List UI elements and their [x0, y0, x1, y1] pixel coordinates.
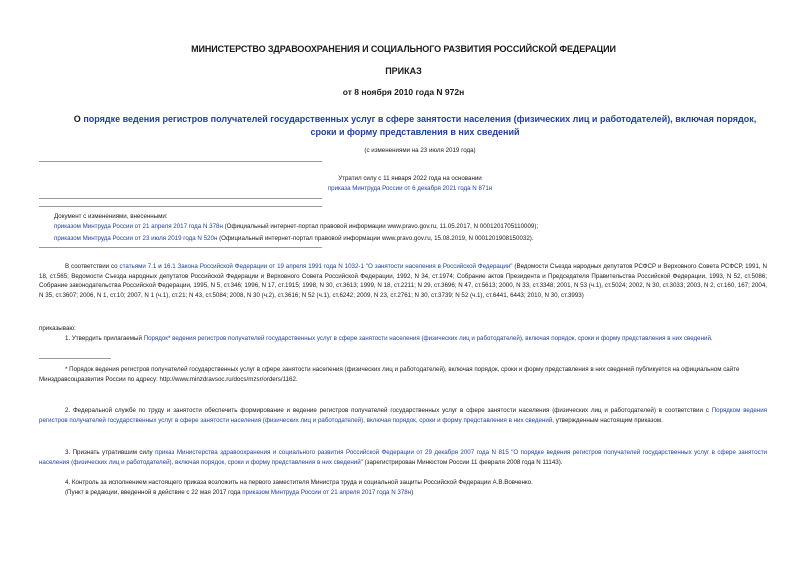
lost-force-link[interactable]: приказа Минтруда России от 6 декабря 2021 года N 871н [327, 185, 493, 192]
law-link-article-7-1[interactable]: статьями 7.1 [119, 263, 157, 270]
footnote: * Порядок ведения регистров получателей государственных услуг в сфере занятости населения (физических лиц и работодателей), включая порядок, сроки и форму представления в них сведений публикуется на официальном сайте Минздравсоцразвития России по адресу: http://www.minzdravsoc.ru/docs/mzsr/orders/1162. [39, 366, 740, 383]
amendment-item [54, 222, 784, 232]
amendment-text: (Официальный интернет-портал правовой информации www.pravo.gov.ru, 15.08.2019, N 0001201908150032). [217, 235, 534, 242]
order-verb: приказываю: [39, 325, 76, 332]
item-1-text: . [710, 335, 713, 342]
preamble-paragraph [39, 262, 767, 300]
footnote-divider [39, 358, 111, 359]
amendment-item [54, 234, 784, 244]
amendments-heading: Документ с изменениями, внесенными: [54, 213, 168, 220]
item-4-note [39, 488, 767, 498]
item-3-text: 3. Признать утратившим силу [65, 449, 156, 456]
title-link[interactable]: порядке ведения регистров получателей государственных услуг в сфере занятости населения (физических лиц и работодателей), включая порядок, сроки и форму представления в них сведений [83, 114, 757, 137]
ministry-name: МИНИСТЕРСТВО ЗДРАВООХРАНЕНИЯ И СОЦИАЛЬНОГО РАЗВИТИЯ РОССИЙСКОЙ ФЕДЕРАЦИИ [191, 44, 616, 54]
item-3-paragraph [39, 448, 767, 467]
document-title [62, 113, 768, 139]
item-2-text: , утвержденным настоящим приказом. [552, 416, 663, 424]
item-1-paragraph [39, 334, 767, 344]
amendment-link[interactable]: приказом Минтруда России от 23 июля 2019 года N 520н [54, 235, 218, 242]
item-2-text: 2. Федеральной службе по труду и занятости обеспечить формирование и ведение регистров получателей государственных услуг в сфере занятости населения (физических лиц и работодателей) в соответствии с [65, 407, 712, 414]
document-date-number: от 8 ноября 2010 года N 972н [342, 87, 465, 97]
law-link-article-16-1[interactable]: 16.1 Закона Российской Федерации от 19 апреля 1991 года N 1032-1 "О занятости населения в Российской Федерации" [163, 263, 513, 270]
approved-order-link[interactable]: Порядок* ведения регистров получателей государственных услуг в сфере занятости населения (физических лиц и работодателей), включая порядок, сроки и форму представления в них сведений [143, 335, 711, 342]
changes-note: (с изменениями на 23 июля 2019 года) [364, 147, 476, 154]
title-prefix: О [73, 114, 84, 124]
preamble-text: В соответствии со [65, 263, 120, 270]
amendment-order-link[interactable]: приказом Минтруда России от 21 апреля 2017 года N 378н [242, 489, 412, 496]
divider [39, 198, 322, 199]
divider [39, 161, 322, 162]
item-2-paragraph [39, 406, 767, 425]
preamble-text: (Ведомости Съезда народных депутатов РСФСР и Верховного Совета РСФСР, 1991, N 18, ст.565; Ведомости Съезда народных депутатов Российской Федерации и Верховного Совета Российской Федерации, 1992, N 34, ст.1974; Собрание актов Президента и Председателя Правительства Российской Федерации, 1993, N 52, ст.5086; Собрание законодательства Российской Федерации, 1995, N 5, ст.346; 1996, N 17, ст.1915; 1998, N 30, ст.3613; 1999, N 18, ст.2211; N 29, ст.3696; N 47, ст.5613; 2000, N 33, ст.3348; 2001, N 53 (ч.1), ст.5024; 2002, N 30, ст.3033; 2003, N 2, ст.160, 167; 2004, N 35, ст.3607; 2006, N 1, ст.10; 2007, N 1 (ч.1), ст.21; N 43, ст.5084; 2008, N 30 (ч.2), ст.3616; N 52 (ч.1), ст.6242; 2009, N 23, ст.2761; N 30, ст.3739; N 52 (ч.1), ст.6441, 6443; 2010, N 30, ст.3993) [39, 263, 767, 299]
divider [39, 206, 322, 207]
amendment-link[interactable]: приказом Минтруда России от 21 апреля 2017 года N 378н [54, 223, 223, 230]
amendment-text: (Официальный интернет-портал правовой информации www.pravo.gov.ru, 11.05.2017, N 0001201705110009); [222, 223, 539, 230]
item-1-text: 1. Утвердить прилагаемый [65, 335, 144, 342]
item-3-text: (зарегистрирован Минюстом России 11 февраля 2008 года N 11143). [362, 458, 563, 466]
lost-force-text: Утратил силу с 11 января 2022 года на основании [338, 175, 482, 182]
item-4-note-text: (Пункт в редакции, введенной в действие с 22 мая 2017 года [65, 489, 243, 496]
item-4-note-text: ) [411, 489, 414, 496]
divider [39, 247, 322, 248]
preamble-text: и [156, 263, 164, 270]
item-4-paragraph: 4. Контроль за исполнением настоящего приказа возложить на первого заместителя Министра труда и социальной защиты Российской Федерации А.В.Вовченко. [65, 479, 533, 486]
procedure-link[interactable]: Порядком ведения регистров получателей государственных услуг в сфере занятости населения (физических лиц и работодателей), включая порядок, сроки и форму представления в них сведений [39, 407, 767, 424]
document-type: ПРИКАЗ [385, 66, 422, 76]
repealed-order-link[interactable]: приказ Министерства здравоохранения и социального развития Российской Федерации от 29 декабря 2007 года N 815 "О порядке ведения регистров получателей государственных услуг в сфере занятости населения (физических лиц и работодателей), включая порядок, сроки и форму представления в них сведений" [39, 449, 767, 466]
